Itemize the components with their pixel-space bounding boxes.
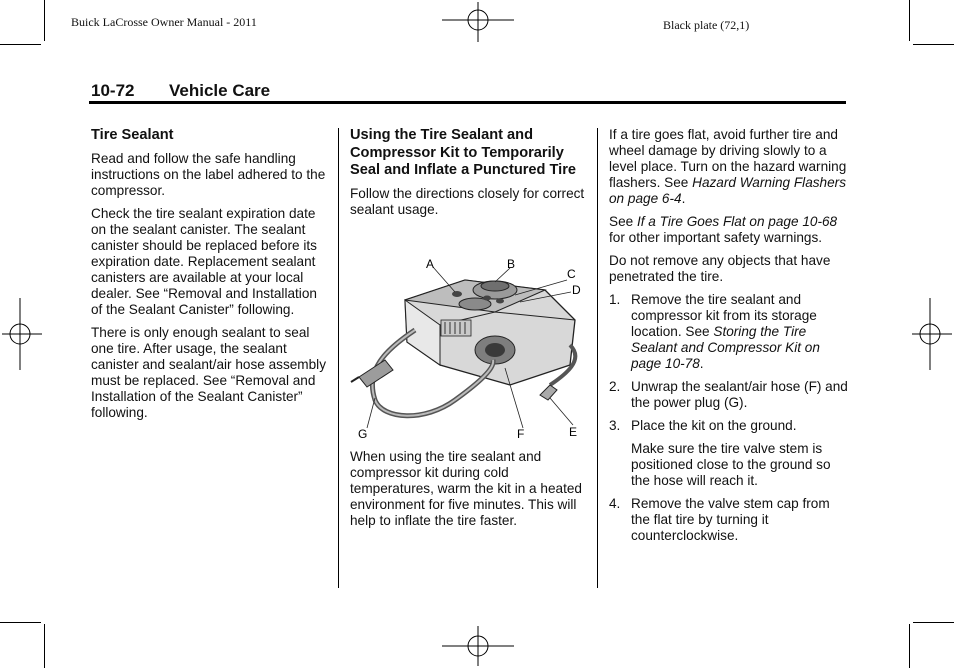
list-item [609,379,849,411]
list-item [609,496,849,544]
header-rule [89,101,846,104]
hazard-flashers-reference: Hazard Warning Flashers on page 6-4 [609,175,846,206]
registration-mark-left [0,296,44,372]
paragraph-one-tire: There is only enough sealant to seal one tire. After usage, the sealant canister and sealant/air hose assembly must be replaced. See “Removal and Installation of the Sealant Canister” following. [91,324,326,420]
column-2 [350,127,590,225]
figure-label-e: E [569,425,578,439]
figure-label-f: F [517,427,525,441]
figure-label-c: C [567,267,576,281]
registration-mark-bottom [440,624,516,668]
figure-label-d: D [572,283,581,297]
column-3 [609,127,849,551]
column-divider-1 [338,128,339,588]
column-2-lower [350,449,590,536]
see-prefix: See [609,214,637,229]
column-1 [91,127,331,428]
page-header [91,81,270,101]
step-end: . [699,356,704,371]
list-item [609,292,849,372]
storing-kit-reference: Storing the Tire Sealant and Compressor Kit on page 10-78 [631,324,820,371]
step-text: Remove the tire sealant and compressor kit from its storage location. See [631,292,817,339]
figure-label-a: A [426,257,435,271]
page-number: 10-72 [91,81,135,100]
step-number: 1. [609,292,621,307]
step-text: Remove the valve stem cap from the flat tire by turning it counterclockwise. [631,496,830,543]
safety-warnings-text: for other important safety warnings. [609,230,823,245]
tire-goes-flat-reference: If a Tire Goes Flat on page 10-68 [636,214,838,229]
step-3-note: Make sure the tire valve stem is positioned close to the ground so the hose will reach it. [631,441,831,488]
column-divider-2 [597,128,598,588]
print-header-left: Buick LaCrosse Owner Manual - 2011 [71,15,257,29]
paragraph-see-reference [609,214,849,246]
section-title: Vehicle Care [169,81,271,100]
step-number: 4. [609,496,621,511]
paragraph-safe-handling: Read and follow the safe handling instructions on the label adhered to the compressor. [91,150,326,198]
registration-mark-right [910,296,954,372]
figure-label-b: B [507,257,516,271]
list-item [609,418,849,434]
paragraph-do-not-remove: Do not remove any objects that have penetrated the tire. [609,253,831,284]
step-text: Unwrap the sealant/air hose (F) and the power plug (G). [631,379,848,410]
tire-sealant-heading: Tire Sealant [91,127,174,143]
step-text: Place the kit on the ground. [631,418,797,433]
flat-tire-text: If a tire goes flat, avoid further tire and wheel damage by driving slowly to a level place. Turn on the hazard warning flashers. See [609,127,847,190]
compressor-kit-illustration [345,250,590,445]
paragraph-flat-tire [609,127,849,207]
paragraph-follow-directions: Follow the directions closely for correct sealant usage. [350,185,585,217]
using-kit-heading: Using the Tire Sealant and Compressor Kit to Temporarily Seal and Inflate a Punctured Tire [350,127,576,178]
flat-tire-end: . [681,191,686,206]
registration-mark-top [440,0,516,44]
paragraph-cold-temperature: When using the tire sealant and compressor kit during cold temperatures, warm the kit in a heated environment for five minutes. This will help to inflate the tire faster. [350,449,582,528]
print-header-right: Black plate (72,1) [663,18,750,32]
paragraph-expiration: Check the tire sealant expiration date on the sealant canister. The sealant canister should be replaced before its expiration date. Replacement sealant canisters are available at your local dealer. See “Removal and Installation of the Sealant Canister” following. [91,205,317,317]
step-number: 2. [609,379,621,394]
figure-label-g: G [358,427,368,441]
step-number: 3. [609,418,621,433]
